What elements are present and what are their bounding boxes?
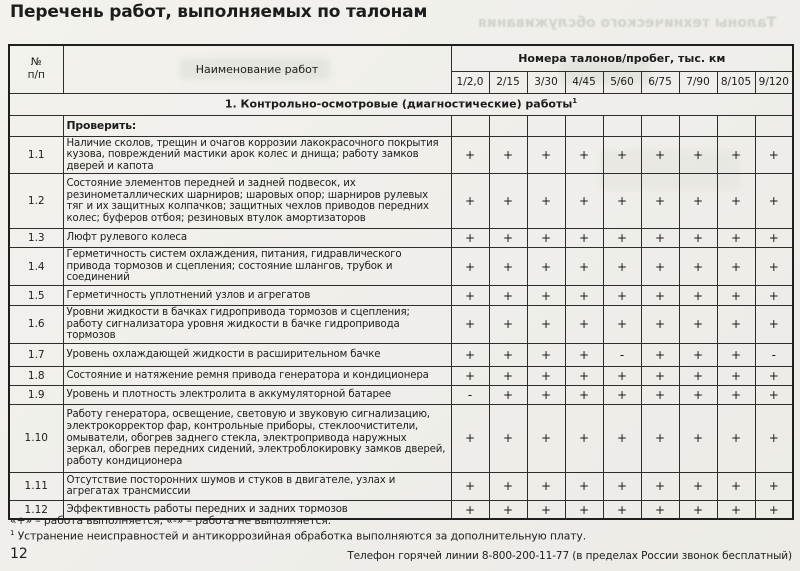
value-cell: + [717,174,755,229]
value-cell: + [489,229,527,248]
value-cell [717,115,755,136]
value-cell: + [755,174,793,229]
row-name: Наличие сколов, трещин и очагов коррозии лакокрасочного покрытия кузова, повреждений мастики арок колес и днища; работу замков дверей и капота [63,136,451,174]
value-cell: + [679,385,717,404]
row-num: 1.1 [9,136,63,174]
value-cell: + [679,306,717,344]
value-cell [451,115,489,136]
row-name: Отсутствие посторонних шумов и стуков в двигателе, узлах и агрегатах трансмиссии [63,472,451,500]
value-cell: + [755,136,793,174]
value-cell [641,115,679,136]
page-title: Перечень работ, выполняемых по талонам [10,2,428,22]
value-cell: + [679,286,717,306]
value-cell: + [717,343,755,366]
value-cell: + [755,248,793,286]
value-cell: + [755,385,793,404]
value-cell: + [603,472,641,500]
col-header-talon-7: 7/90 [679,71,717,93]
table-row [9,229,793,248]
subheader-row [9,115,793,136]
section-title-text: 1. Контрольно-осмотровые (диагностические) работы [224,97,573,111]
value-cell: + [451,248,489,286]
row-num: 1.3 [9,229,63,248]
value-cell [565,115,603,136]
value-cell: + [755,472,793,500]
value-cell: + [451,229,489,248]
value-cell: + [527,248,565,286]
value-cell: + [641,286,679,306]
value-cell: + [489,286,527,306]
value-cell: + [603,286,641,306]
value-cell: + [679,343,717,366]
value-cell: + [489,343,527,366]
value-cell [755,115,793,136]
value-cell: + [717,404,755,472]
value-cell: + [527,343,565,366]
row-num: 1.6 [9,306,63,344]
value-cell: + [565,286,603,306]
table-row [9,286,793,306]
col-header-name: Наименование работ [63,45,451,93]
row-num: 1.10 [9,404,63,472]
row-num: 1.11 [9,472,63,500]
value-cell: + [717,500,755,519]
table-row [9,366,793,385]
col-header-talon-1: 1/2,0 [451,71,489,93]
row-num: 1.12 [9,500,63,519]
value-cell: + [755,306,793,344]
value-cell: + [755,500,793,519]
table-row [9,306,793,344]
row-num: 1.5 [9,286,63,306]
value-cell: + [451,343,489,366]
value-cell: + [679,248,717,286]
value-cell: + [641,306,679,344]
value-cell: + [489,385,527,404]
value-cell: + [755,404,793,472]
col-header-talon-5: 5/60 [603,71,641,93]
section-row [9,93,793,115]
value-cell: + [489,248,527,286]
col-group-header: Номера талонов/пробег, тыс. км [451,45,793,71]
value-cell: + [603,500,641,519]
value-cell: + [527,286,565,306]
table-row [9,472,793,500]
row-num: 1.4 [9,248,63,286]
value-cell: + [603,404,641,472]
value-cell: + [489,174,527,229]
value-cell: + [717,306,755,344]
value-cell: + [527,229,565,248]
value-cell: + [489,366,527,385]
row-name: Уровни жидкости в бачках гидропривода тормозов и сцепления; работу сигнализатора уровня жидкости в бачке гидропривода тормозов [63,306,451,344]
value-cell: + [641,248,679,286]
value-cell: + [755,366,793,385]
value-cell: + [527,500,565,519]
value-cell [603,115,641,136]
row-name: Работу генератора, освещение, световую и звуковую сигнализацию, электрокорректор фар, контрольные приборы, стеклоочистители, омыватели, обогрев заднего стекла, электропривода наружных зеркал, обогрев передних сидений, электроблокировку замков дверей, работу кондиционера [63,404,451,472]
value-cell: + [717,136,755,174]
value-cell: + [451,286,489,306]
value-cell: + [641,229,679,248]
works-table [8,44,794,520]
row-name: Состояние элементов передней и задней подвесок, их резинометаллических шарниров; шаровых опор; шарниров рулевых тяг и их защитных колпачков; защитных чехлов приводов передних колес; буферов отбоя; резиновых втулок амортизаторов [63,174,451,229]
value-cell: + [565,229,603,248]
table-row [9,385,793,404]
row-num-cell [9,115,63,136]
table-row [9,136,793,174]
row-name: Герметичность систем охлаждения, питания, гидравлического привода тормозов и сцепления; состояние шлангов, трубок и соединений [63,248,451,286]
value-cell [679,115,717,136]
col-header-num [9,45,63,93]
value-cell: + [451,472,489,500]
value-cell: + [489,500,527,519]
table-row [9,343,793,366]
value-cell: + [641,385,679,404]
footnote-text: Устранение неисправностей и антикоррозийная обработка выполняются за дополнительную плату. [14,529,587,543]
value-cell: + [565,385,603,404]
value-cell: + [603,385,641,404]
value-cell: + [717,385,755,404]
col-header-talon-6: 6/75 [641,71,679,93]
value-cell: + [451,366,489,385]
col-header-talon-2: 2/15 [489,71,527,93]
value-cell: + [679,500,717,519]
footnote [10,529,586,543]
value-cell: + [489,404,527,472]
value-cell: + [451,404,489,472]
row-name: Герметичность уплотнений узлов и агрегатов [63,286,451,306]
value-cell: + [527,366,565,385]
value-cell: + [755,229,793,248]
value-cell: + [565,174,603,229]
value-cell: + [603,248,641,286]
value-cell: + [641,366,679,385]
row-name: Состояние и натяжение ремня привода генератора и кондиционера [63,366,451,385]
value-cell: + [565,404,603,472]
value-cell: + [717,472,755,500]
value-cell: + [603,174,641,229]
value-cell: + [527,136,565,174]
col-header-talon-4: 4/45 [565,71,603,93]
row-num: 1.2 [9,174,63,229]
row-num: 1.8 [9,366,63,385]
value-cell: - [755,343,793,366]
value-cell: + [451,306,489,344]
value-cell: + [565,136,603,174]
value-cell: + [679,472,717,500]
col-header-num-line2: п/п [27,69,45,82]
value-cell: + [717,229,755,248]
value-cell: + [603,366,641,385]
value-cell [489,115,527,136]
value-cell: + [717,248,755,286]
value-cell: + [451,174,489,229]
value-cell: + [565,500,603,519]
value-cell: + [527,306,565,344]
section-title [9,93,793,115]
row-name: Уровень и плотность электролита в аккумуляторной батарее [63,385,451,404]
value-cell: + [679,229,717,248]
value-cell: + [489,472,527,500]
value-cell: + [641,500,679,519]
value-cell: + [451,500,489,519]
value-cell: + [679,174,717,229]
value-cell: + [717,366,755,385]
value-cell: + [565,343,603,366]
value-cell: + [527,385,565,404]
section-footnote-marker: 1 [572,97,578,106]
col-header-num-line1: № [30,56,42,69]
value-cell: + [565,248,603,286]
value-cell: + [641,472,679,500]
bleed-through-text: Талоны технического обслуживания [477,15,776,31]
value-cell: - [451,385,489,404]
value-cell: + [641,174,679,229]
value-cell: + [641,404,679,472]
value-cell: + [565,472,603,500]
value-cell: + [679,366,717,385]
value-cell: + [679,404,717,472]
value-cell: + [489,306,527,344]
footnote-marker: 1 [10,529,15,537]
value-cell: + [527,404,565,472]
table-row [9,248,793,286]
value-cell: + [603,136,641,174]
row-num: 1.9 [9,385,63,404]
value-cell: + [527,174,565,229]
value-cell: + [565,366,603,385]
subheader-label: Проверить: [63,115,451,136]
value-cell: - [603,343,641,366]
value-cell: + [603,306,641,344]
value-cell: + [603,229,641,248]
value-cell: + [641,343,679,366]
value-cell: + [565,306,603,344]
value-cell: + [451,136,489,174]
value-cell [527,115,565,136]
hotline-text: Телефон горячей линии 8-800-200-11-77 (в пределах России звонок бесплатный) [347,550,792,562]
value-cell: + [527,472,565,500]
row-num: 1.7 [9,343,63,366]
value-cell: + [679,136,717,174]
row-name: Люфт рулевого колеса [63,229,451,248]
table-row [9,174,793,229]
col-header-talon-8: 8/105 [717,71,755,93]
col-header-talon-9: 9/120 [755,71,793,93]
col-header-talon-3: 3/30 [527,71,565,93]
page-number: 12 [10,546,28,562]
value-cell: + [489,136,527,174]
legend-note: «+» – работа выполняется; «-» – работа не выполняется. [10,514,332,527]
value-cell: + [641,136,679,174]
value-cell: + [717,286,755,306]
value-cell: + [755,286,793,306]
row-name: Уровень охлаждающей жидкости в расширительном бачке [63,343,451,366]
row-name: Эффективность работы передних и задних тормозов [63,500,451,519]
table-row [9,404,793,472]
